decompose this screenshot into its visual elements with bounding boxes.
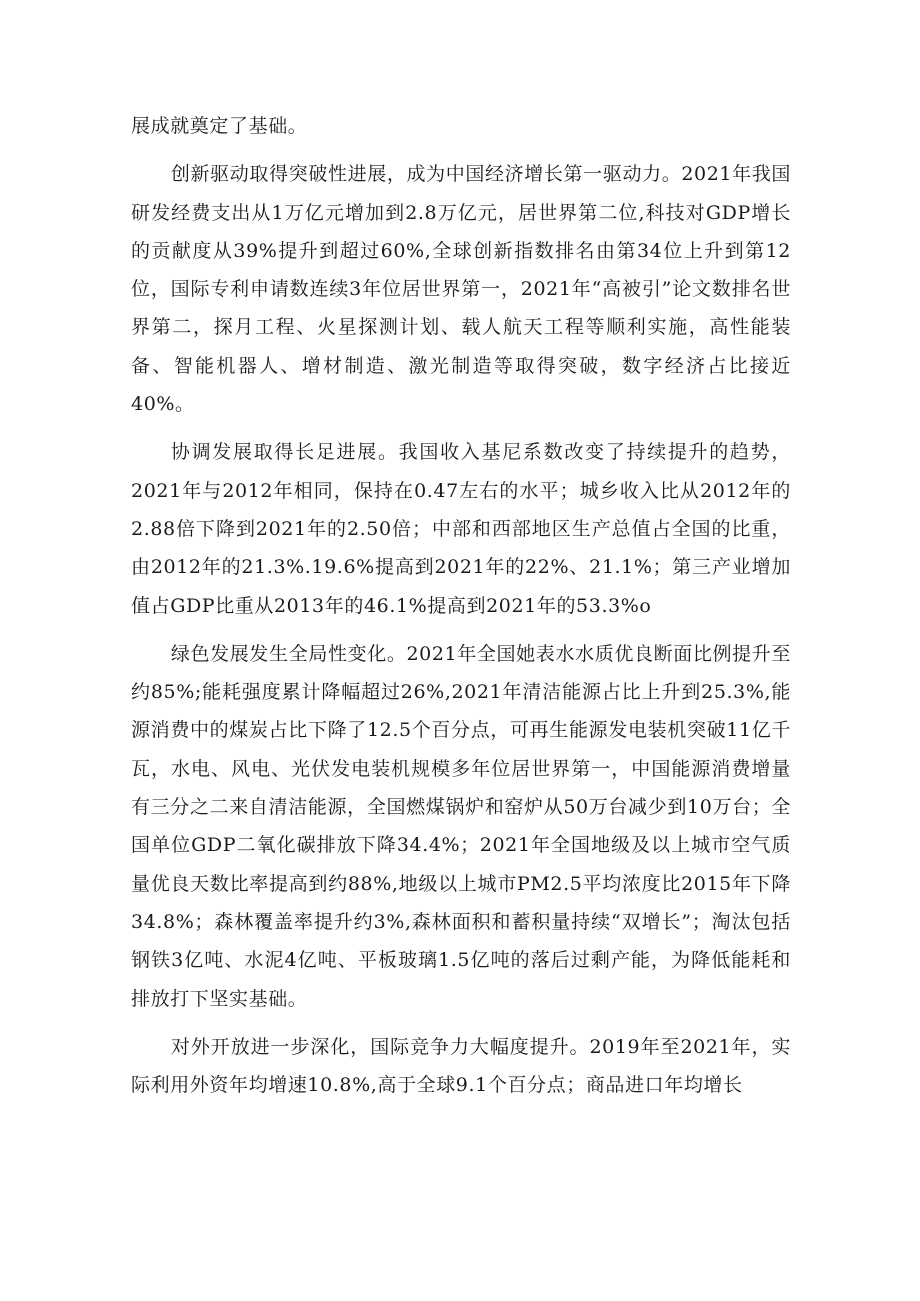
paragraph-innovation: 创新驱动取得突破性进展，成为中国经济增长第一驱动力。2021年我国研发经费支出从1万亿元增加到2.8万亿元，居世界第二位,科技对GDP增长的贡献度从39%提升到超过60%,全球创新指数排名由第34位上升到第12位，国际专利申请数连续3年位居世界第一，2021年“高被引”论文数排名世界第二，探月工程、火星探测计划、载人航天工程等顺利实施，高性能装备、智能机器人、增材制造、激光制造等取得突破，数字经济占比接近40%。 [131,163,791,416]
document-body [131,107,791,1114]
paragraph-continuation: 展成就奠定了基础。 [131,115,308,137]
paragraph-coordinated-development: 协调发展取得长足进展。我国收入基尼系数改变了持续提升的趋势，2021年与2012年相同，保持在0.47左右的水平；城乡收入比从2012年的2.88倍下降到2021年的2.50倍；中部和西部地区生产总值占全国的比重，由2012年的21.3%.19.6%提高到2021年的22%、21.1%；第三产业增加值占GDP比重从2013年的46.1%提高到2021年的53.3%o [131,441,791,617]
paragraph-opening-up: 对外开放进一步深化，国际竞争力大幅度提升。2019年至2021年，实际利用外资年均增速10.8%,高于全球9.1个百分点；商品进口年均增长 [131,1035,791,1097]
paragraph-green-development: 绿色发展发生全局性变化。2021年全国她表水水质优良断面比例提升至约85%;能耗强度累计降幅超过26%,2021年清洁能源占比上升到25.3%,能源消费中的煤炭占比下降了12.5个百分点，可再生能源发电装机突破11亿千瓦，水电、风电、光伏发电装机规模多年位居世界第一，中国能源消费增量有三分之二来自清洁能源，全国燃煤锅炉和窑炉从50万台减少到10万台；全国单位GDP二氧化碳排放下降34.4%；2021年全国地级及以上城市空气质量优良天数比率提高到约88%,地级以上城市PM2.5平均浓度比2015年下降34.8%；森林覆盖率提升约3%,森林面积和蓄积量持续“双增长”；淘汰包括钢铁3亿吨、水泥4亿吨、平板玻璃1.5亿吨的落后过剩产能，为降低能耗和排放打下坚实基础。 [131,642,791,1010]
